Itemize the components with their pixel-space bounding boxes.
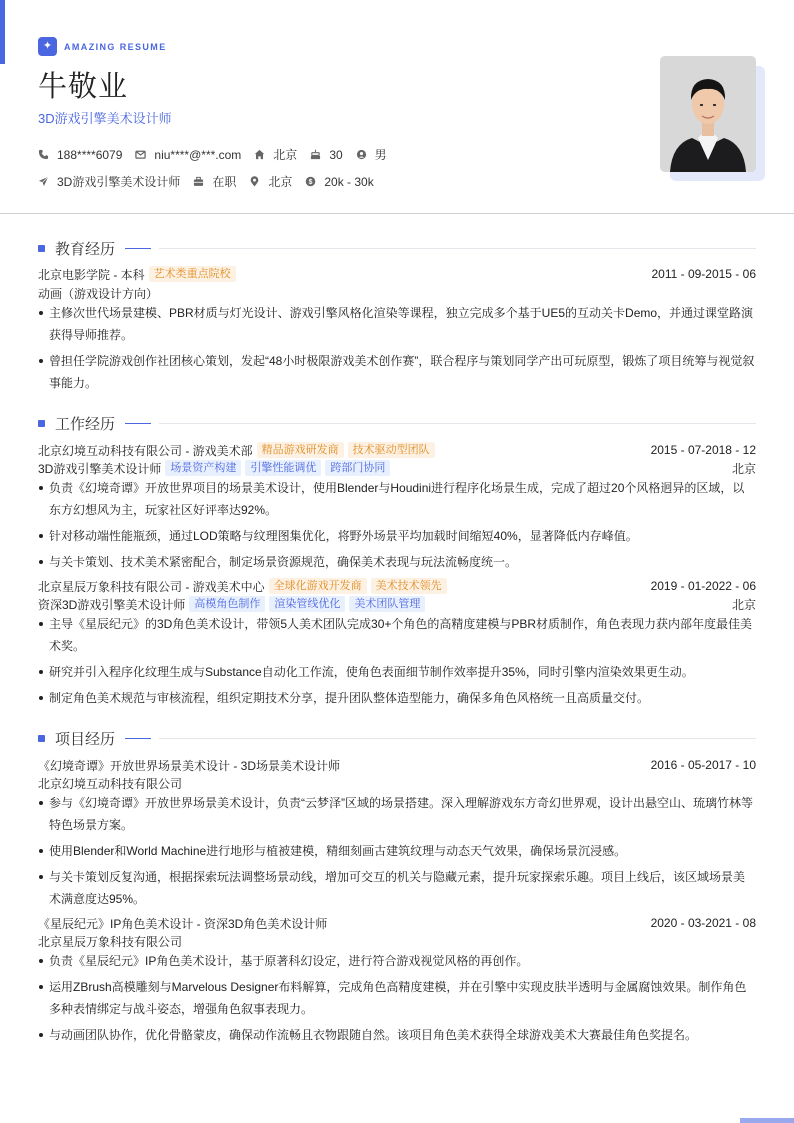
send-icon <box>38 176 49 187</box>
project-header <box>38 914 756 932</box>
gender-item <box>356 146 387 163</box>
company-tag: 全球化游戏开发商 <box>269 578 367 594</box>
section-rule <box>159 248 756 249</box>
list-item: 主修次世代场景建模、PBR材质与灯光设计、游戏引擎风格化渲染等课程，独立完成多个基于UE5的互动关卡Demo，并通过课堂路演获得导师推荐。 <box>38 302 756 346</box>
project-header <box>38 756 756 774</box>
gender-text: 男 <box>374 148 387 162</box>
bottom-accent-bar <box>740 1118 794 1123</box>
company-name: 北京幻境互动科技有限公司 - 游戏美术部 <box>38 443 253 458</box>
svg-text:$: $ <box>308 179 313 187</box>
section-marker <box>38 735 45 742</box>
salary-icon <box>305 176 316 187</box>
job-title: 3D游戏引擎美术设计师 <box>38 111 172 126</box>
status-item <box>193 173 236 190</box>
email-text: niu****@***.com <box>154 147 242 162</box>
list-item: 与动画团队协作，优化骨骼蒙皮，确保动作流畅且衣物跟随自然。该项目角色美术获得全球游戏美术大赛最佳角色奖提名。 <box>38 1024 756 1046</box>
position-name: 资深3D游戏引擎美术设计师 <box>38 597 186 612</box>
position-tag: 渲染管线优化 <box>269 596 345 612</box>
position-name: 3D游戏引擎美术设计师 <box>38 461 162 476</box>
education-entry-header <box>38 265 756 283</box>
home-icon <box>254 149 265 160</box>
phone-text: 188****6079 <box>57 147 123 162</box>
phone-icon <box>38 149 49 160</box>
project-dates: 2020 - 03-2021 - 08 <box>650 916 756 930</box>
brand-text: AMAZING RESUME <box>64 41 167 52</box>
intent-position-item <box>38 173 180 190</box>
education-dates: 2011 - 09-2015 - 06 <box>651 267 756 281</box>
section-title: 项目经历 <box>55 731 116 748</box>
section-rule <box>159 738 756 739</box>
project-name: 《星辰纪元》IP角色美术设计 - 资深3D角色美术设计师 <box>38 916 328 931</box>
work-section-header <box>38 413 756 434</box>
candidate-name: 牛敬业 <box>38 71 129 103</box>
school-name: 北京电影学院 - 本科 <box>38 267 145 282</box>
age-text: 30 <box>329 147 343 162</box>
list-item: 曾担任学院游戏创作社团核心策划，发起“48小时极限游戏美术创作赛”，联合程序与策划同学产出可玩原型，锻炼了项目统筹与视觉叙事能力。 <box>38 350 756 394</box>
salary-text: 20k - 30k <box>324 174 374 189</box>
location-pin-icon <box>249 176 260 187</box>
intent-position-text: 3D游戏引擎美术设计师 <box>57 175 181 189</box>
mail-icon <box>135 149 146 160</box>
hometown-text: 北京 <box>273 148 298 162</box>
phone-item <box>38 148 122 162</box>
job-dates: 2019 - 01-2022 - 06 <box>650 579 756 593</box>
major: 动画（游戏设计方向） <box>38 286 159 301</box>
list-item: 参与《幻境奇谭》开放世界场景美术设计，负责“云梦泽”区域的场景搭建。深入理解游戏东方奇幻世界观，设计出悬空山、琉璃竹林等特色场景方案。 <box>38 792 756 836</box>
cake-icon <box>310 149 321 160</box>
project-dates: 2016 - 05-2017 - 10 <box>650 758 756 772</box>
sparkle-icon: ✦ <box>38 37 57 56</box>
email-item <box>135 148 241 162</box>
list-item: 制定角色美术规范与审核流程，组织定期技术分享，提升团队整体造型能力，确保多角色风格统一且高质量交付。 <box>38 687 756 709</box>
section-marker <box>38 245 45 252</box>
list-item: 使用Blender和World Machine进行地形与植被建模，精细刻画古建筑纹理与动态天气效果，确保场景沉浸感。 <box>38 840 756 862</box>
company-tag: 精品游戏研发商 <box>257 442 344 458</box>
project-company: 北京星辰万象科技有限公司 <box>38 934 183 949</box>
position-tag: 跨部门协同 <box>325 460 390 476</box>
job-intent-row <box>38 173 387 190</box>
brand <box>38 37 167 56</box>
job-position-row <box>38 459 756 477</box>
intent-city-text: 北京 <box>268 175 293 189</box>
job-header <box>38 577 756 595</box>
list-item: 与关卡策划反复沟通，根据探索玩法调整场景动线，增加可交互的机关与隐藏元素，提升玩家探索乐趣。项目上线后，该区域场景美术满意度达95%。 <box>38 866 756 910</box>
list-item: 研究并引入程序化纹理生成与Substance自动化工作流，使角色表面细节制作效率提升35%，同时引擎内渲染效果更生动。 <box>38 661 756 683</box>
accent-bar <box>0 0 5 64</box>
job-header <box>38 441 756 459</box>
section-title: 教育经历 <box>55 241 116 258</box>
intent-city-item <box>249 173 292 190</box>
job-dates: 2015 - 07-2018 - 12 <box>650 443 756 457</box>
list-item: 与关卡策划、技术美术紧密配合，制定场景资源规范，确保美术表现与玩法流畅度统一。 <box>38 551 756 573</box>
section-title: 工作经历 <box>55 416 116 433</box>
section-marker <box>38 420 45 427</box>
position-tag: 高模角色制作 <box>189 596 265 612</box>
position-tag: 引擎性能调优 <box>245 460 321 476</box>
section-accent-line <box>125 248 151 249</box>
projects-section-header <box>38 728 756 749</box>
age-item <box>310 148 342 162</box>
header-divider <box>0 213 794 214</box>
briefcase-icon <box>193 176 204 187</box>
company-tag: 美术技术领先 <box>371 578 447 594</box>
education-section-header <box>38 238 756 259</box>
status-text: 在职 <box>212 175 237 189</box>
job-city: 北京 <box>731 461 756 476</box>
avatar <box>660 56 756 172</box>
section-rule <box>159 423 756 424</box>
section-accent-line <box>125 423 151 424</box>
contact-row <box>38 146 400 163</box>
project-company: 北京幻境互动科技有限公司 <box>38 776 183 791</box>
hometown-item <box>254 146 297 163</box>
job-position-row <box>38 595 756 613</box>
school-tag: 艺术类重点院校 <box>149 266 236 282</box>
job-city: 北京 <box>731 597 756 612</box>
list-item: 运用ZBrush高模雕刻与Marvelous Designer布料解算，完成角色高精度建模，并在引擎中实现皮肤半透明与金属腐蚀效果。制作角色多种表情绑定与战斗姿态，增强角色叙事表现力。 <box>38 976 756 1020</box>
list-item: 负责《星辰纪元》IP角色美术设计，基于原著科幻设定，进行符合游戏视觉风格的再创作。 <box>38 950 756 972</box>
project-company-row <box>38 932 756 950</box>
education-major-row <box>38 284 756 302</box>
list-item: 负责《幻境奇谭》开放世界项目的场景美术设计，使用Blender与Houdini进行程序化场景生成，完成了超过20个风格迥异的区域，以东方幻想风为主，玩家社区好评率达92%。 <box>38 477 756 521</box>
salary-item <box>305 175 373 189</box>
position-tag: 美术团队管理 <box>349 596 425 612</box>
list-item: 针对移动端性能瓶颈，通过LOD策略与纹理图集优化，将野外场景平均加载时间缩短40%，显著降低内存峰值。 <box>38 525 756 547</box>
project-company-row <box>38 774 756 792</box>
section-accent-line <box>125 738 151 739</box>
company-tag: 技术驱动型团队 <box>348 442 435 458</box>
position-tag: 场景资产构建 <box>165 460 241 476</box>
company-name: 北京星辰万象科技有限公司 - 游戏美术中心 <box>38 579 265 594</box>
project-name: 《幻境奇谭》开放世界场景美术设计 - 3D场景美术设计师 <box>38 758 341 773</box>
gender-icon <box>356 149 367 160</box>
list-item: 主导《星辰纪元》的3D角色美术设计，带领5人美术团队完成30+个角色的高精度建模与PBR材质制作，角色表现力获内部年度最佳美术奖。 <box>38 613 756 657</box>
